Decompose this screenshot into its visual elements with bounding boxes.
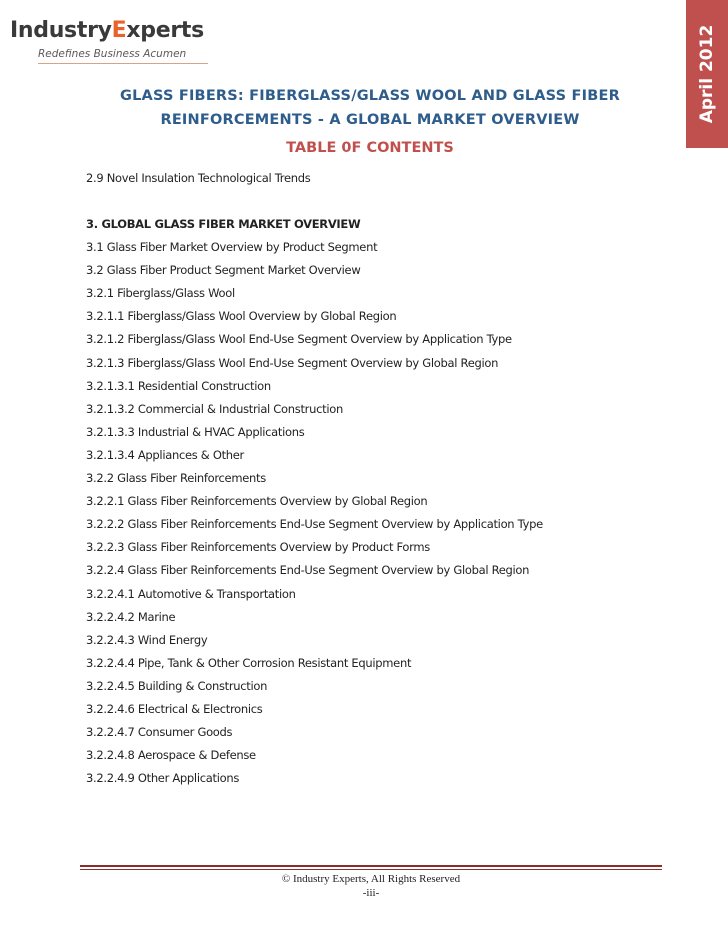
toc-entry[interactable]: 3.2.2.4.1 Automotive & Transportation [86,586,296,601]
toc-entry[interactable]: 3.2.2.4.2 Marine [86,609,176,624]
toc-entry[interactable]: 3.2.1.2 Fiberglass/Glass Wool End-Use Segment Overview by Application Type [86,332,512,347]
toc-entry[interactable]: 3.2.1.3.3 Industrial & HVAC Applications [86,424,305,439]
toc-entry[interactable]: 3.2.2.3 Glass Fiber Reinforcements Overview by Product Forms [86,540,430,555]
toc-section-heading[interactable]: 3. GLOBAL GLASS FIBER MARKET OVERVIEW [86,217,361,231]
report-title-line-2: REINFORCEMENTS - A GLOBAL MARKET OVERVIEW [160,112,580,128]
toc-entry[interactable]: 3.2 Glass Fiber Product Segment Market Overview [86,263,361,278]
toc-entry[interactable]: 3.2.1 Fiberglass/Glass Wool [86,286,235,301]
page-number: -iii- [362,887,380,899]
toc-entry[interactable]: 3.2.2.1 Glass Fiber Reinforcements Overview by Global Region [86,494,428,509]
toc-entry[interactable]: 3.2.1.3.1 Residential Construction [86,378,271,393]
toc-entry[interactable]: 3.2.1.1 Fiberglass/Glass Wool Overview by Global Region [86,309,397,324]
toc-entry[interactable]: 2.9 Novel Insulation Technological Trends [86,171,311,185]
report-title-line-1: GLASS FIBERS: FIBERGLASS/GLASS WOOL AND GLASS FIBER [120,88,620,104]
logo-wordmark [10,18,204,43]
logo-underline [38,63,208,64]
footer-rule-thin [80,869,662,870]
date-banner [686,0,728,148]
date-banner-text: April 2012 [697,24,717,124]
logo-tagline: Redefines Business Acumen [38,48,187,60]
logo-name-suffix: xperts [126,18,204,43]
toc-entry[interactable]: 3.2.2 Glass Fiber Reinforcements [86,471,266,485]
footer-rule [80,865,662,867]
toc-entry[interactable]: 3.2.2.4.7 Consumer Goods [86,725,233,740]
toc-entry[interactable]: 3.2.2.4.4 Pipe, Tank & Other Corrosion Resistant Equipment [86,655,412,670]
toc-entry[interactable]: 3.2.1.3.2 Commercial & Industrial Construction [86,401,343,416]
toc-entry[interactable]: 3.1 Glass Fiber Market Overview by Product Segment [86,240,378,254]
toc-heading: TABLE 0F CONTENTS [286,140,454,156]
toc-entry[interactable]: 3.2.2.4.5 Building & Construction [86,678,268,693]
company-logo [10,18,230,70]
toc-entry[interactable]: 3.2.2.4.9 Other Applications [86,771,240,786]
toc-entry[interactable]: 3.2.2.4 Glass Fiber Reinforcements End-Use Segment Overview by Global Region [86,563,530,578]
toc-entry[interactable]: 3.2.1.3 Fiberglass/Glass Wool End-Use Segment Overview by Global Region [86,355,499,370]
toc-entry[interactable]: 3.2.2.4.6 Electrical & Electronics [86,702,263,716]
toc-entry[interactable]: 3.2.2.4.3 Wind Energy [86,632,208,647]
logo-name-e: E [111,18,127,43]
footer-copyright: © Industry Experts, All Rights Reserved [281,873,461,885]
toc-entry[interactable]: 3.2.1.3.4 Appliances & Other [86,447,244,462]
toc-entry[interactable]: 3.2.2.2 Glass Fiber Reinforcements End-Use Segment Overview by Application Type [86,517,543,532]
toc-entry[interactable]: 3.2.2.4.8 Aerospace & Defense [86,748,256,763]
logo-name-prefix: Industry [10,18,112,43]
